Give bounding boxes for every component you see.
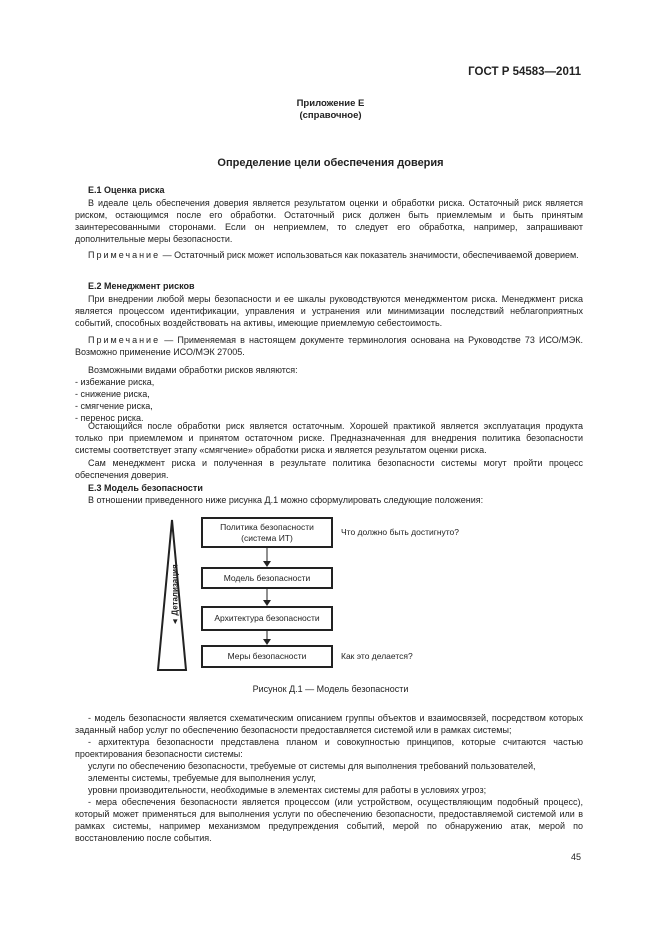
policy-box: Политика безопасности (система ИТ) bbox=[201, 517, 333, 548]
document-code: ГОСТ Р 54583—2011 bbox=[468, 66, 581, 78]
e2-paragraph-2: Остающийся после обработки риск является остаточным. Хорошей практикой является эксплуатация продукта только при приемлемом и принятом остаточном риске. Предназначенная для внедрения политика безопасности системы соответствует этапу «смягчение» обработки риска и является результатом оценки риска. bbox=[75, 421, 583, 456]
figure-caption: Рисунок Д.1 — Модель безопасности bbox=[252, 684, 409, 694]
note-label: Примечание bbox=[88, 250, 161, 260]
question-bottom: Как это делается? bbox=[341, 651, 413, 661]
sub-item: услуги по обеспечению безопасности, требуемые от системы для выполнения требований пользователей, bbox=[88, 761, 536, 771]
list-item: - снижение риска, bbox=[75, 389, 150, 400]
list-item: - перенос риска. bbox=[75, 413, 144, 424]
flow-arrows bbox=[260, 548, 274, 648]
bullet-model: - модель безопасности является схематическим описанием группы объектов и взаимосвязей, посредством которых заданный набор услуг по обеспечению безопасности предоставляется системой или в рамках системы; bbox=[75, 713, 583, 736]
e2-paragraph: При внедрении любой меры безопасности и ее шкалы руководствуются менеджментом риска. Менеджмент риска является процессом идентификации, управления и устранения или минимизации последствий неблагоприятных событий, способных воздействовать на активы, имеющие приемлемую себестоимость. bbox=[75, 294, 583, 329]
bullet-measure: - мера обеспечения безопасности является процессом (или устройством, осуществляющим подобный процесс), который может применяться для выполнения услуги по обеспечению безопасности, предоставляемой системой или в рамках системы, например механизмом предупреждения событий, мерой по обнаружению атак, мерой по восстановлению после события. bbox=[75, 797, 583, 844]
bullet-architecture: - архитектура безопасности представлена планом и совокупностью принципов, которые считаются частью проектирования безопасности системы: bbox=[75, 737, 583, 760]
page-number: 45 bbox=[570, 852, 581, 862]
note-text: — Применяемая в настоящем документе терминология основана на Руководстве 73 ИСО/МЭК. Возможно применение ИСО/МЭК 27005. bbox=[75, 335, 583, 358]
e1-paragraph: В идеале цель обеспечения доверия является результатом оценки и обработки риска. Остаточный риск является риском, остающимся после его обработки. Остаточный риск должен быть приемлемым и быть принятым заинтересованными сторонами. Если он неприемлем, то следует его обработка, например, запрашивают дополнительные меры безопасности. bbox=[75, 198, 583, 245]
heading-e2: Е.2 Менеджмент рисков bbox=[88, 281, 195, 291]
heading-e3: Е.3 Модель безопасности bbox=[88, 483, 203, 493]
measures-box: Меры безопасности bbox=[201, 645, 333, 668]
list-item: - смягчение риска, bbox=[75, 401, 153, 412]
e3-paragraph: В отношении приведенного ниже рисунка Д.1 можно сформулировать следующие положения: bbox=[88, 495, 484, 505]
model-box: Модель безопасности bbox=[201, 567, 333, 589]
architecture-box: Архитектура безопасности bbox=[201, 606, 333, 631]
sub-item: элементы системы, требуемые для выполнения услуг, bbox=[88, 773, 316, 783]
detail-label: ◄ Детализация bbox=[170, 564, 180, 626]
question-top: Что должно быть достигнуто? bbox=[341, 527, 460, 537]
heading-e1: Е.1 Оценка риска bbox=[88, 185, 165, 195]
list-item: - избежание риска, bbox=[75, 377, 155, 387]
e2-list-intro: Возможными видами обработки рисков являются: bbox=[88, 365, 298, 375]
appendix-subtitle: (справочное) bbox=[299, 110, 362, 121]
section-title: Определение цели обеспечения доверия bbox=[217, 157, 444, 169]
note-text: — Остаточный риск может использоваться как показатель значимости, обеспечиваемой доверием. bbox=[160, 250, 579, 260]
note-label: Примечание bbox=[88, 335, 161, 345]
e2-paragraph-3: Сам менеджмент риска и полученная в результате политика безопасности системы могут пройти процесс обеспечения доверия. bbox=[75, 458, 583, 481]
sub-item: уровни производительности, необходимые в элементах системы для работы в условиях угроз; bbox=[88, 785, 487, 795]
appendix-title: Приложение Е bbox=[296, 98, 365, 109]
